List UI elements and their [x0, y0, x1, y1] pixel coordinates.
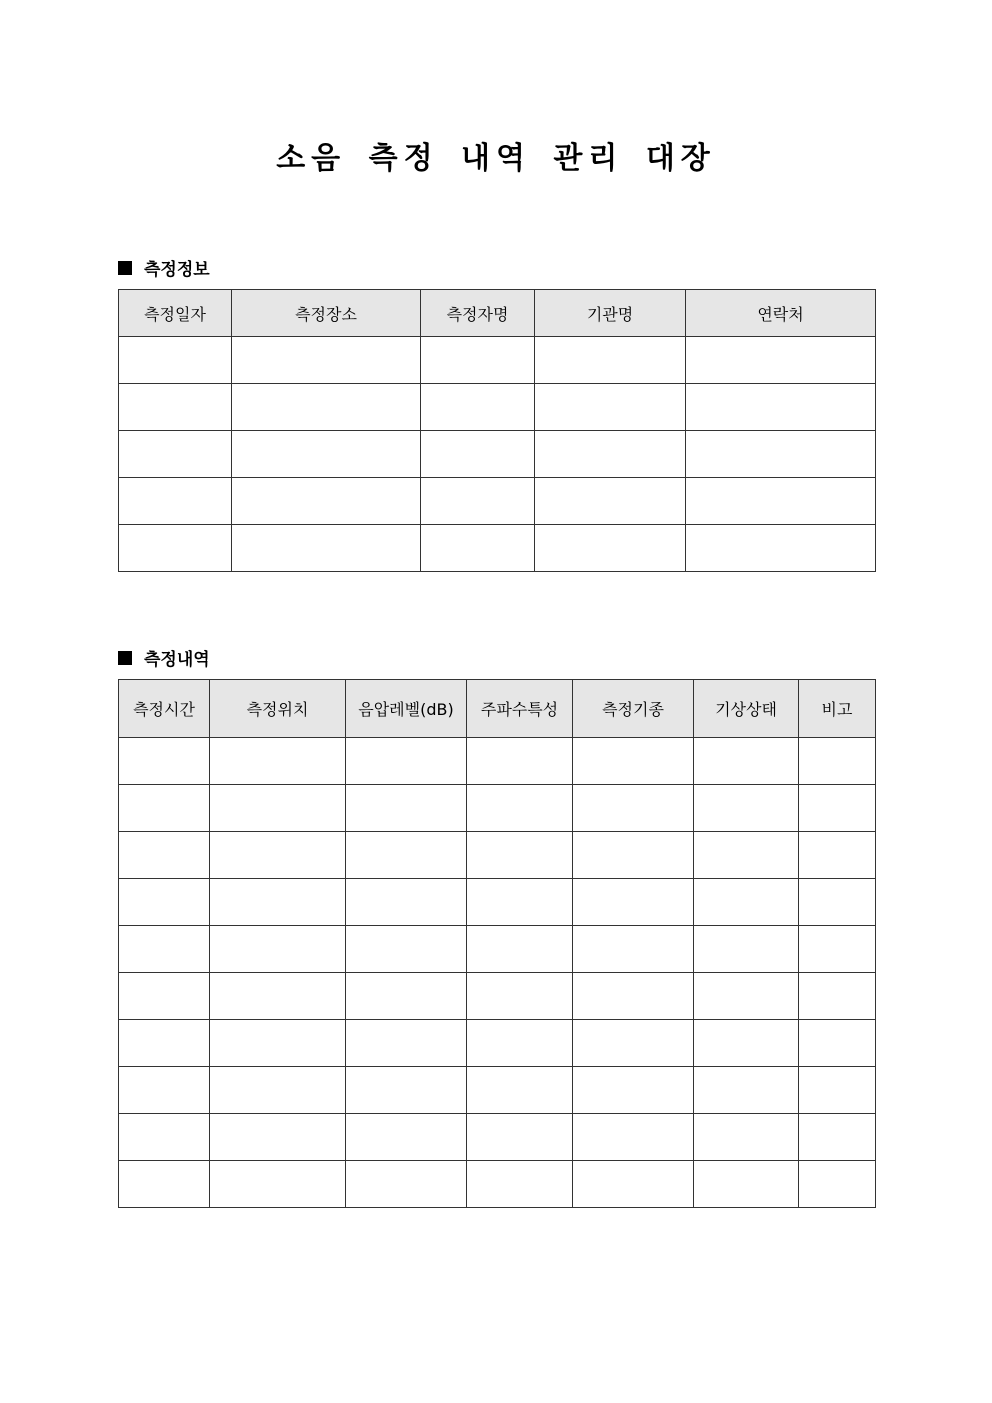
- table-cell[interactable]: [210, 973, 346, 1020]
- table-cell[interactable]: [119, 973, 210, 1020]
- table-cell[interactable]: [694, 1020, 799, 1067]
- column-header: 측정시간: [119, 680, 210, 738]
- table-cell[interactable]: [573, 1020, 694, 1067]
- table-cell[interactable]: [346, 879, 467, 926]
- table-cell[interactable]: [119, 525, 232, 572]
- table-cell[interactable]: [210, 785, 346, 832]
- table-row: [119, 1161, 876, 1208]
- table-cell[interactable]: [119, 1114, 210, 1161]
- table-cell[interactable]: [573, 973, 694, 1020]
- page-title: 소음 측정 내역 관리 대장: [276, 141, 716, 176]
- table-cell[interactable]: [232, 525, 421, 572]
- table-cell[interactable]: [686, 525, 876, 572]
- table-cell[interactable]: [346, 973, 467, 1020]
- table-cell[interactable]: [799, 973, 876, 1020]
- table-row: [119, 1114, 876, 1161]
- table-cell[interactable]: [421, 478, 535, 525]
- table-cell[interactable]: [421, 525, 535, 572]
- table-cell[interactable]: [694, 738, 799, 785]
- table-cell[interactable]: [210, 832, 346, 879]
- section-heading-label: 측정내역: [144, 650, 210, 670]
- table-cell[interactable]: [119, 879, 210, 926]
- table-cell[interactable]: [119, 478, 232, 525]
- column-header: 측정장소: [232, 290, 421, 337]
- table-cell[interactable]: [119, 785, 210, 832]
- table-cell[interactable]: [799, 1067, 876, 1114]
- table-cell[interactable]: [467, 785, 573, 832]
- table-cell[interactable]: [573, 832, 694, 879]
- table-row: [119, 1067, 876, 1114]
- table-cell[interactable]: [210, 738, 346, 785]
- table-cell[interactable]: [467, 926, 573, 973]
- table-cell[interactable]: [346, 1020, 467, 1067]
- table-cell[interactable]: [694, 879, 799, 926]
- table-cell[interactable]: [573, 738, 694, 785]
- table-row: [119, 785, 876, 832]
- table-cell[interactable]: [799, 738, 876, 785]
- column-header: 측정일자: [119, 290, 232, 337]
- table-cell[interactable]: [694, 785, 799, 832]
- table-cell[interactable]: [467, 1067, 573, 1114]
- table-cell[interactable]: [573, 926, 694, 973]
- table-cell[interactable]: [535, 384, 686, 431]
- table-cell[interactable]: [694, 832, 799, 879]
- table-header-row: [119, 290, 876, 337]
- table-cell[interactable]: [799, 1161, 876, 1208]
- table-row: [119, 832, 876, 879]
- section-heading-info: [118, 255, 210, 280]
- column-header: 기관명: [535, 290, 686, 337]
- table-row: [119, 879, 876, 926]
- table-cell[interactable]: [210, 1161, 346, 1208]
- table-cell[interactable]: [232, 478, 421, 525]
- table-row: [119, 337, 876, 384]
- table-cell[interactable]: [573, 1114, 694, 1161]
- table-cell[interactable]: [694, 973, 799, 1020]
- section-heading-details: [118, 645, 210, 670]
- table-cell[interactable]: [210, 1114, 346, 1161]
- table-row: [119, 1020, 876, 1067]
- square-bullet-icon: [118, 651, 132, 665]
- table-cell[interactable]: [799, 1020, 876, 1067]
- table-cell[interactable]: [346, 926, 467, 973]
- column-header: 측정위치: [210, 680, 346, 738]
- table-cell[interactable]: [694, 1161, 799, 1208]
- table-cell[interactable]: [119, 926, 210, 973]
- table-header-row: [119, 680, 876, 738]
- table-cell[interactable]: [119, 337, 232, 384]
- table-cell[interactable]: [799, 1114, 876, 1161]
- table-cell[interactable]: [119, 1161, 210, 1208]
- table-cell[interactable]: [346, 1114, 467, 1161]
- table-cell[interactable]: [573, 1067, 694, 1114]
- table-cell[interactable]: [535, 431, 686, 478]
- table-cell[interactable]: [686, 337, 876, 384]
- table-cell[interactable]: [232, 431, 421, 478]
- table-cell[interactable]: [467, 738, 573, 785]
- table-cell[interactable]: [210, 879, 346, 926]
- table-cell[interactable]: [799, 879, 876, 926]
- table-cell[interactable]: [346, 738, 467, 785]
- table-cell[interactable]: [799, 785, 876, 832]
- table-cell[interactable]: [119, 738, 210, 785]
- table-cell[interactable]: [119, 832, 210, 879]
- table-cell[interactable]: [694, 1114, 799, 1161]
- column-header: 기상상태: [694, 680, 799, 738]
- table-cell[interactable]: [467, 1020, 573, 1067]
- table-cell[interactable]: [346, 1067, 467, 1114]
- table-row: [119, 926, 876, 973]
- table-cell[interactable]: [467, 879, 573, 926]
- table-cell[interactable]: [232, 384, 421, 431]
- column-header: 연락처: [686, 290, 876, 337]
- square-bullet-icon: [118, 261, 132, 275]
- table-cell[interactable]: [694, 926, 799, 973]
- table-cell[interactable]: [535, 478, 686, 525]
- table-row: [119, 973, 876, 1020]
- table-row: [119, 431, 876, 478]
- column-header: 음압레벨(dB): [346, 680, 467, 738]
- table-cell[interactable]: [119, 431, 232, 478]
- table-cell[interactable]: [119, 384, 232, 431]
- table-cell[interactable]: [573, 879, 694, 926]
- table-cell[interactable]: [467, 1114, 573, 1161]
- table-cell[interactable]: [421, 431, 535, 478]
- table-cell[interactable]: [232, 337, 421, 384]
- table-cell[interactable]: [210, 1067, 346, 1114]
- table-cell[interactable]: [467, 1161, 573, 1208]
- table-cell[interactable]: [799, 832, 876, 879]
- table-cell[interactable]: [346, 1161, 467, 1208]
- column-header: 주파수특성: [467, 680, 573, 738]
- table-cell[interactable]: [467, 832, 573, 879]
- table-cell[interactable]: [686, 384, 876, 431]
- column-header: 측정자명: [421, 290, 535, 337]
- table-cell[interactable]: [686, 478, 876, 525]
- table-cell[interactable]: [421, 337, 535, 384]
- table-row: [119, 525, 876, 572]
- measurement-info-table: [118, 289, 876, 572]
- table-cell[interactable]: [421, 384, 535, 431]
- measurement-details-table: [118, 679, 876, 1208]
- table-cell[interactable]: [346, 832, 467, 879]
- table-row: [119, 478, 876, 525]
- table-row: [119, 384, 876, 431]
- table-cell[interactable]: [573, 785, 694, 832]
- table-cell[interactable]: [119, 1020, 210, 1067]
- table-cell[interactable]: [346, 785, 467, 832]
- table-cell[interactable]: [467, 973, 573, 1020]
- table-row: [119, 738, 876, 785]
- section-heading-label: 측정정보: [144, 260, 210, 280]
- table-cell[interactable]: [210, 1020, 346, 1067]
- table-cell[interactable]: [799, 926, 876, 973]
- table-cell[interactable]: [210, 926, 346, 973]
- table-cell[interactable]: [535, 337, 686, 384]
- table-cell[interactable]: [694, 1067, 799, 1114]
- table-cell[interactable]: [686, 431, 876, 478]
- table-cell[interactable]: [119, 1067, 210, 1114]
- column-header: 비고: [799, 680, 876, 738]
- table-cell[interactable]: [573, 1161, 694, 1208]
- table-cell[interactable]: [535, 525, 686, 572]
- column-header: 측정기종: [573, 680, 694, 738]
